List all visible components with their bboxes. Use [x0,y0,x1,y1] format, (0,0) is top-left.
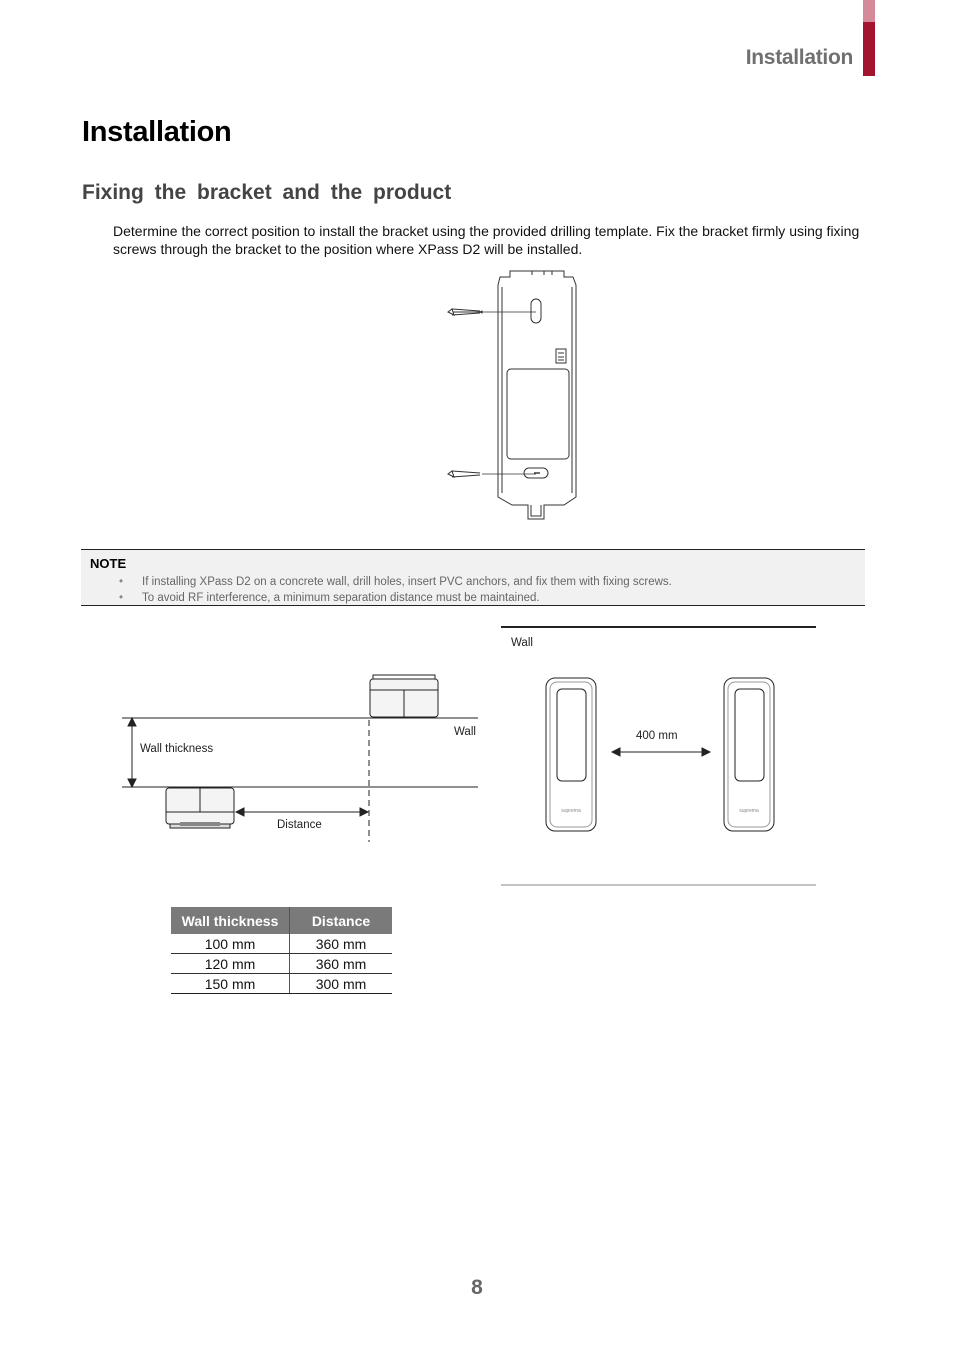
bracket-illustration [440,265,590,530]
table-cell: 360 mm [290,934,393,954]
distance-label: Distance [277,819,322,831]
note-title: NOTE [90,556,127,571]
table-row [171,934,392,954]
table-header: Distance [290,907,393,934]
wall-label: Wall [511,637,533,649]
table-row [171,974,392,994]
running-header: Installation [745,46,853,69]
table-cell: 360 mm [290,954,393,974]
header-accent-bar [863,22,875,76]
note-box [81,549,865,606]
reader-brand-text: suprema [561,808,581,814]
wall-distance-table [171,907,392,994]
header-accent-bar-light [863,0,875,22]
table-cell: 150 mm [171,974,290,994]
wall-thickness-label: Wall thickness [140,743,214,755]
table-cell: 100 mm [171,934,290,954]
separation-diagram [500,625,820,890]
table-row [171,954,392,974]
table-header-row [171,907,392,934]
reader-brand-text: suprema [739,808,759,814]
table-cell: 300 mm [290,974,393,994]
table-header: Wall thickness [171,907,290,934]
separation-distance-label: 400 mm [636,730,678,742]
wall-label: Wall [454,726,476,738]
page-number: 8 [471,1276,483,1299]
page-title: Installation [82,116,232,148]
table-cell: 120 mm [171,954,290,974]
note-item: • If installing XPass D2 on a concrete wall, drill holes, insert PVC anchors, and fix them with fixing screws. [119,574,672,590]
note-item: • To avoid RF interference, a minimum separation distance must be maintained. [119,590,672,606]
note-list [119,574,672,606]
section-body-text: Determine the correct position to install the bracket using the provided drilling template. Fix the bracket firmly using fixing screws through the bracket to the position where XPass D2 will be installed. [113,223,860,257]
section-title: Fixing the bracket and the product [82,181,452,204]
